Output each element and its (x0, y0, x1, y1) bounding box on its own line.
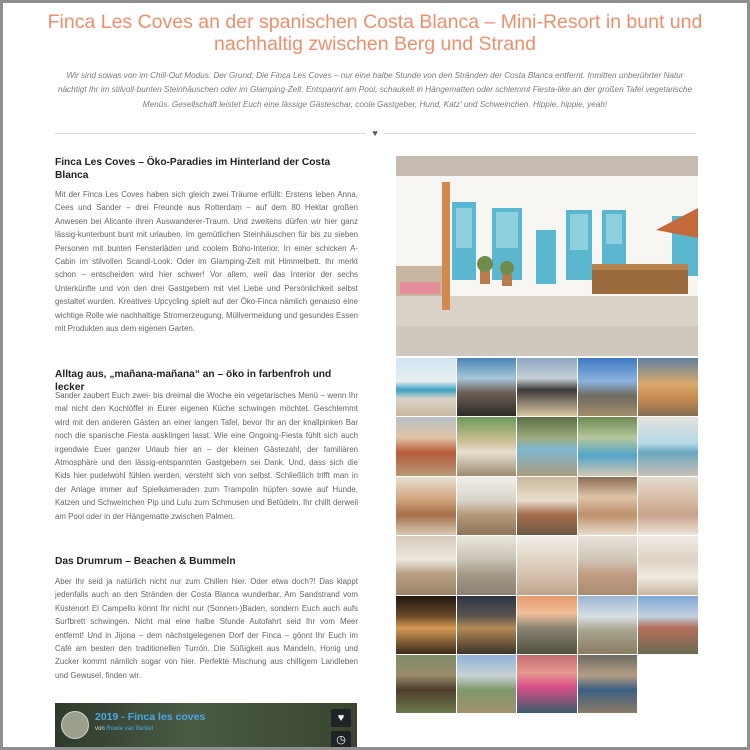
gallery-thumbnail[interactable] (396, 596, 456, 654)
gallery-thumbnail[interactable] (517, 536, 577, 594)
gallery-thumbnail[interactable] (638, 417, 698, 475)
video-by-prefix: von (95, 726, 105, 732)
video-title[interactable]: 2019 - Finca les coves (95, 711, 206, 723)
gallery-thumbnail[interactable] (638, 358, 698, 416)
gallery-thumbnail[interactable] (578, 358, 638, 416)
heart-icon: ♥ (366, 127, 384, 139)
section-heading: Alltag aus, „mañana-mañana“ an – öko in farbenfroh und lecker (55, 369, 332, 393)
gallery-thumbnail[interactable] (578, 536, 638, 594)
gallery-thumbnail[interactable] (457, 596, 517, 654)
gallery-thumbnail[interactable] (517, 655, 577, 713)
gallery-thumbnail[interactable] (578, 417, 638, 475)
gallery-thumbnail[interactable] (396, 417, 456, 475)
gallery-thumbnail[interactable] (457, 536, 517, 594)
gallery-thumbnail[interactable] (457, 655, 517, 713)
gallery-thumbnail[interactable] (396, 536, 456, 594)
gallery-thumbnails (396, 358, 698, 720)
section-heading: Das Drumrum – Beachen & Bummeln (55, 556, 236, 567)
gallery-thumbnail[interactable] (517, 417, 577, 475)
gallery-thumbnail[interactable] (517, 596, 577, 654)
gallery-thumbnail[interactable] (457, 358, 517, 416)
finca-house-photo (396, 156, 698, 356)
gallery-thumbnail[interactable] (396, 358, 456, 416)
section-paragraph: Mit der Finca Les Coves haben sich gleich zwei Träume erfüllt: Erstens leben Anna, Cees und Sander – drei Freunde aus Rotterdam – auf dem 80 Hektar großen Anwesen bei Alicante ihren Auswanderer-Traum. Und zweitens dürfen wir hier ganz lässig-kunterbunt bunt mit urlauben. Im gemütlichen Steinhäuschen für bis zu sieben Personen mit bunten Fensterläden und coolem Boho-Interior. In einer schicken A-Cabin im stilvollen Scandi-Look. Oder im Glamping-Zelt mit Himmelbett. Ihr merkt schon – entscheiden wird hier schwer! Vor allem, weil das Interior der sechs Unterkünfte und von den drei Gastgebern mit viel Liebe und Persönlichkeit selbst gestaltet wurden. Kreatives Upcycling spielt auf der Öko-Finca nämlich genauso eine wichtige Rolle wie nachhaltige Stromerzeugung, Müllvermeidung und gesundes Essen mit Produkten aus dem eigenen Garten. (55, 190, 358, 334)
section-paragraph: Aber Ihr seid ja natürlich nicht nur zum Chillen hier. Oder etwa doch?! Das klappt jedenfalls auch an den Stränden der Costa Blanca wunderbar. Am Sandstrand vom Küstenort El Campello könnt Ihr nicht nur (Sonnen-)Baden, sondern Euch auch aufs Surfbrett schwingen. Nicht mal eine halbe Stunde Autofahrt seid Ihr vom Meer entfernt! Und in Jijona – dem nächstgelegenen Dorf der Finca – gönnt Ihr Euch im Café am besten den traditionellen Turrón. Die Süßigkeit aus Mandeln, Honig und Zucker kommt nämlich sogar von hier. Perfekte Mischung aus chilligem Landleben und Gewusel, finden wir. (55, 577, 358, 680)
gallery-thumbnail[interactable] (638, 477, 698, 535)
gallery-thumbnail[interactable] (457, 477, 517, 535)
gallery-thumbnail[interactable] (396, 655, 456, 713)
gallery-thumbnail[interactable] (638, 536, 698, 594)
page-title: Finca Les Coves an der spanischen Costa Blanca – Mini-Resort in bunt und nachhaltig zwischen Berg und Strand (47, 11, 703, 55)
clock-icon[interactable]: ◷ (331, 731, 351, 749)
avatar[interactable] (61, 711, 89, 739)
video-author-link[interactable]: Rowie van Berkel (106, 726, 154, 732)
gallery-thumbnail[interactable] (638, 596, 698, 654)
gallery-thumbnail[interactable] (517, 477, 577, 535)
section-paragraph: Sander zaubert Euch zwei- bis dreimal die Woche ein vegetarisches Menü – wenn Ihr mal nicht den Kochlöffel in Eurer eigenen Küche schwingen möchtet. Geschlemmt wird mit den anderen Gästen an einer langen Tafel, bevor Ihr an der knallpinken Bar noch die spanische Fiesta ausklingen lasst. Wie eine Ongoing-Fiesta fühlt sich auch irgendwie Euer ganzer Urlaub hier an – der kleinen Gästezahl, der familiären Atmosphäre und den lässig-entspannten Gastgebern sei Dank. Und, dass sich die Kids hier pudelwohl fühlen werden, versteht sich von selbst. Schließlich trifft man in der Anlage immer auf Spielkameraden zum Trampolin hüpfen sowie auf Hunde, Katzen und Schweinchen Pip und Lulu zum Schmusen und Betüdeln. Ihr chillt derweil am Pool oder in der Hängematte zwischen Palmen. (55, 391, 358, 521)
gallery-thumbnail[interactable] (457, 417, 517, 475)
gallery-thumbnail[interactable] (578, 596, 638, 654)
heart-icon[interactable]: ♥ (331, 709, 351, 727)
video-byline (95, 726, 153, 732)
gallery-thumbnail[interactable] (396, 477, 456, 535)
gallery-thumbnail[interactable] (517, 358, 577, 416)
gallery-thumbnail[interactable] (578, 655, 638, 713)
intro-text: Wir sind sowas von im Chill-Out Modus. Der Grund: Die Finca Les Coves – nur eine halbe Stunde von den Stränden der Costa Blanca entfernt. Inmitten unberührter Natur nächtigt Ihr im stilvoll-bunten Steinhäuschen oder im Glamping-Zelt. Entspannt am Pool, schaukelt in Hängematten oder schlemmt Fiesta-like an der großen Tafel vegetarische Menüs. Gesellschaft leistet Euch eine lässige Gästeschar, coole Gastgeber, Hund, Katz' und Schweinchen. Hippie, hippie, yeah! (57, 71, 693, 109)
video-embed[interactable] (55, 703, 357, 750)
section-heading: Finca Les Coves – Öko-Paradies im Hinterland der Costa Blanca (55, 157, 331, 181)
gallery-thumbnail[interactable] (578, 477, 638, 535)
gallery-main-image[interactable] (396, 156, 698, 356)
